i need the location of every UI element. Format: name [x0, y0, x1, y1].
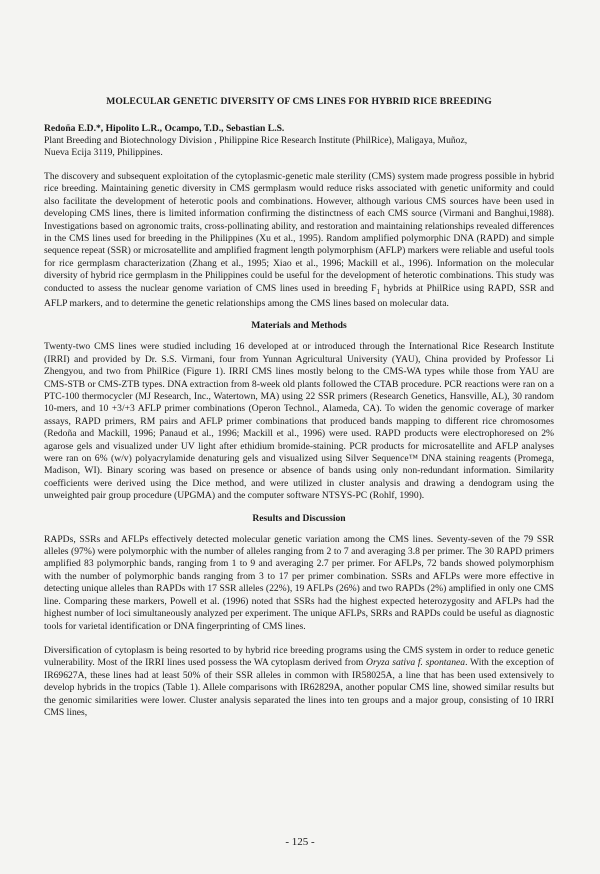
- intro-text-2: hybrids at PhilRice using RAPD, SSR and AFLP markers, and to determine the genetic relationships among the CMS lines based on molecular data.: [44, 282, 554, 309]
- methods-paragraph: Twenty-two CMS lines were studied including 16 developed at or introduced through the International Rice Research Institute (IRRI) and provided by Dr. S.S. Virmani, four from Yunnan Agricultural University (YAU), China provided by Professor Li Zhengyou, and two from PhilRice (Figure 1). IRRI CMS lines mostly belong to the CMS-WA types while those from YAU are CMS-STB or CMS-ZTB types. DNA extraction from 8-week old plants followed the CTAB procedure. PCR reactions were ran on a PTC-100 thermocycler (MJ Research, Inc., Watertown, MA) using 22 SSR primers (Research Genetics, Hansville, AL), 30 random 10-mers, and 10 +3/+3 AFLP primer combinations (Operon Technol., Alameda, CA). To widen the genomic coverage of marker assays, RAPD primers, RM pairs and AFLP primer combinations that produced bands mapping to different rice chromosomes (Redoña and Mackill, 1996; Panaud et al., 1996; Mackill et al., 1996) were used. RAPD products were electrophoresed on 2% agarose gels and visualized under UV light after ethidium bromide-staining. PCR products for microsatellite and AFLP analyses were ran on 6% (w/v) polyacrylamide denaturing gels and visualized using Silver Sequence™ DNA staining reagents (Promega, Madison, WI). Binary scoring was based on presence or absence of bands using only non-redundant information. Similarity coefficients were derived using the Dice method, and were utilized in cluster analysis and drawing a dendogram using the unweighted pair group procedure (UPGMA) and the computer software NTSYS-PC (Rohlf, 1990).: [44, 341, 554, 502]
- intro-subscript: 1: [376, 287, 380, 296]
- page-number: - 125 -: [285, 836, 315, 848]
- affiliation-line-1: Plant Breeding and Biotechnology Division , Philippine Rice Research Institute (PhilRice), Maligaya, Muñoz,: [44, 135, 468, 146]
- results2-text-2: . With the exception of IR69627A, these lines had at least 50% of their SSR alleles in common with IR58025A, a line that has been used extensively to develop hybrids in the tropics (Table 1). Allele comparisons with IR62829A, another popular CMS line, showed similar results but the genomic similarities were lower. Cluster analysis separated the lines into ten groups and a major group, consisting of 10 IRRI CMS lines,: [44, 657, 554, 718]
- author-list: Redoña E.D.*, Hipolito L.R., Ocampo, T.D., Sebastian L.S.: [44, 123, 285, 134]
- results-paragraph-1: RAPDs, SSRs and AFLPs effectively detected molecular genetic variation among the CMS lines. Seventy-seven of the 79 SSR alleles (97%) were polymorphic with the number of alleles ranging from 2 to 7 and averaging 3.8 per primer. The 30 RAPD primers amplified 83 polymorphic bands, ranging from 1 to 9 and averaging 2.7 per primer. For AFLPs, 72 bands showed polymorphism with the number of polymorphic bands ranging from 3 to 17 per primer combination. SSRs and AFLPs were more effective in detecting unique alleles than RAPDs with 17 SSR alleles (22%), 19 AFLPs (26%) and two RAPDs (2%) amplified in only one CMS line. Comparing these markers, Powell et al. (1996) noted that SSRs had the highest expected heterozygosity and AFLPs had the highest number of loci simultaneously analyzed per experiment. The unique AFLPs, SRRs and RAPDs could be useful as diagnostic tools for varietal identification or DNA fingerprinting of CMS lines.: [44, 533, 554, 632]
- results-heading: Results and Discussion: [252, 512, 346, 524]
- species-name: Oryza sativa f. spontanea: [366, 657, 466, 669]
- affiliation-line-2: Nueva Ecija 3119, Philippines.: [44, 147, 163, 158]
- intro-text-1: The discovery and subsequent exploitation of the cytoplasmic-genetic male sterility (CMS) system made progress possible in hybrid rice breeding. Maintaining genetic diversity in CMS germplasm would reduce risks associated with genetic uniformity and could also facilitate the development of heterotic pools and combinations. However, although various CMS sources have been used in developing CMS lines, there is limited information confirming the distinctness of each CMS source (Virmani and Banghui,1988). Investigations based on agronomic traits, cross-pollinating ability, and restoration and maintaining relationships revealed differences in the CMS lines used for breeding in the Philippines (Xu et al., 1995). Random amplified polymorphic DNA (RAPD) and simple sequence repeat (SSR) or microsatellite and amplified fragment length polymorphism (AFLP) markers were reliable and useful tools for rice germplasm characterization (Zhang et al., 1995; Xiao et al., 1996; Mackill et al., 1996). Information on the molecular diversity of hybrid rice germplasm in the Philippines could be useful for the development of heterotic combinations. This study was conducted to assess the nuclear genome variation of CMS lines used in breeding F: [44, 171, 554, 294]
- paper-title: MOLECULAR GENETIC DIVERSITY OF CMS LINES FOR HYBRID RICE BREEDING: [106, 96, 492, 107]
- intro-paragraph: [44, 171, 554, 310]
- methods-heading: Materials and Methods: [251, 320, 347, 332]
- results-paragraph-2: [44, 645, 554, 719]
- results2-text-1: Diversification of cytoplasm is being resorted to by hybrid rice breeding programs using the CMS system in order to reduce genetic vulnerability. Most of the IRRI lines used possess the WA cytoplasm derived from: [44, 644, 554, 669]
